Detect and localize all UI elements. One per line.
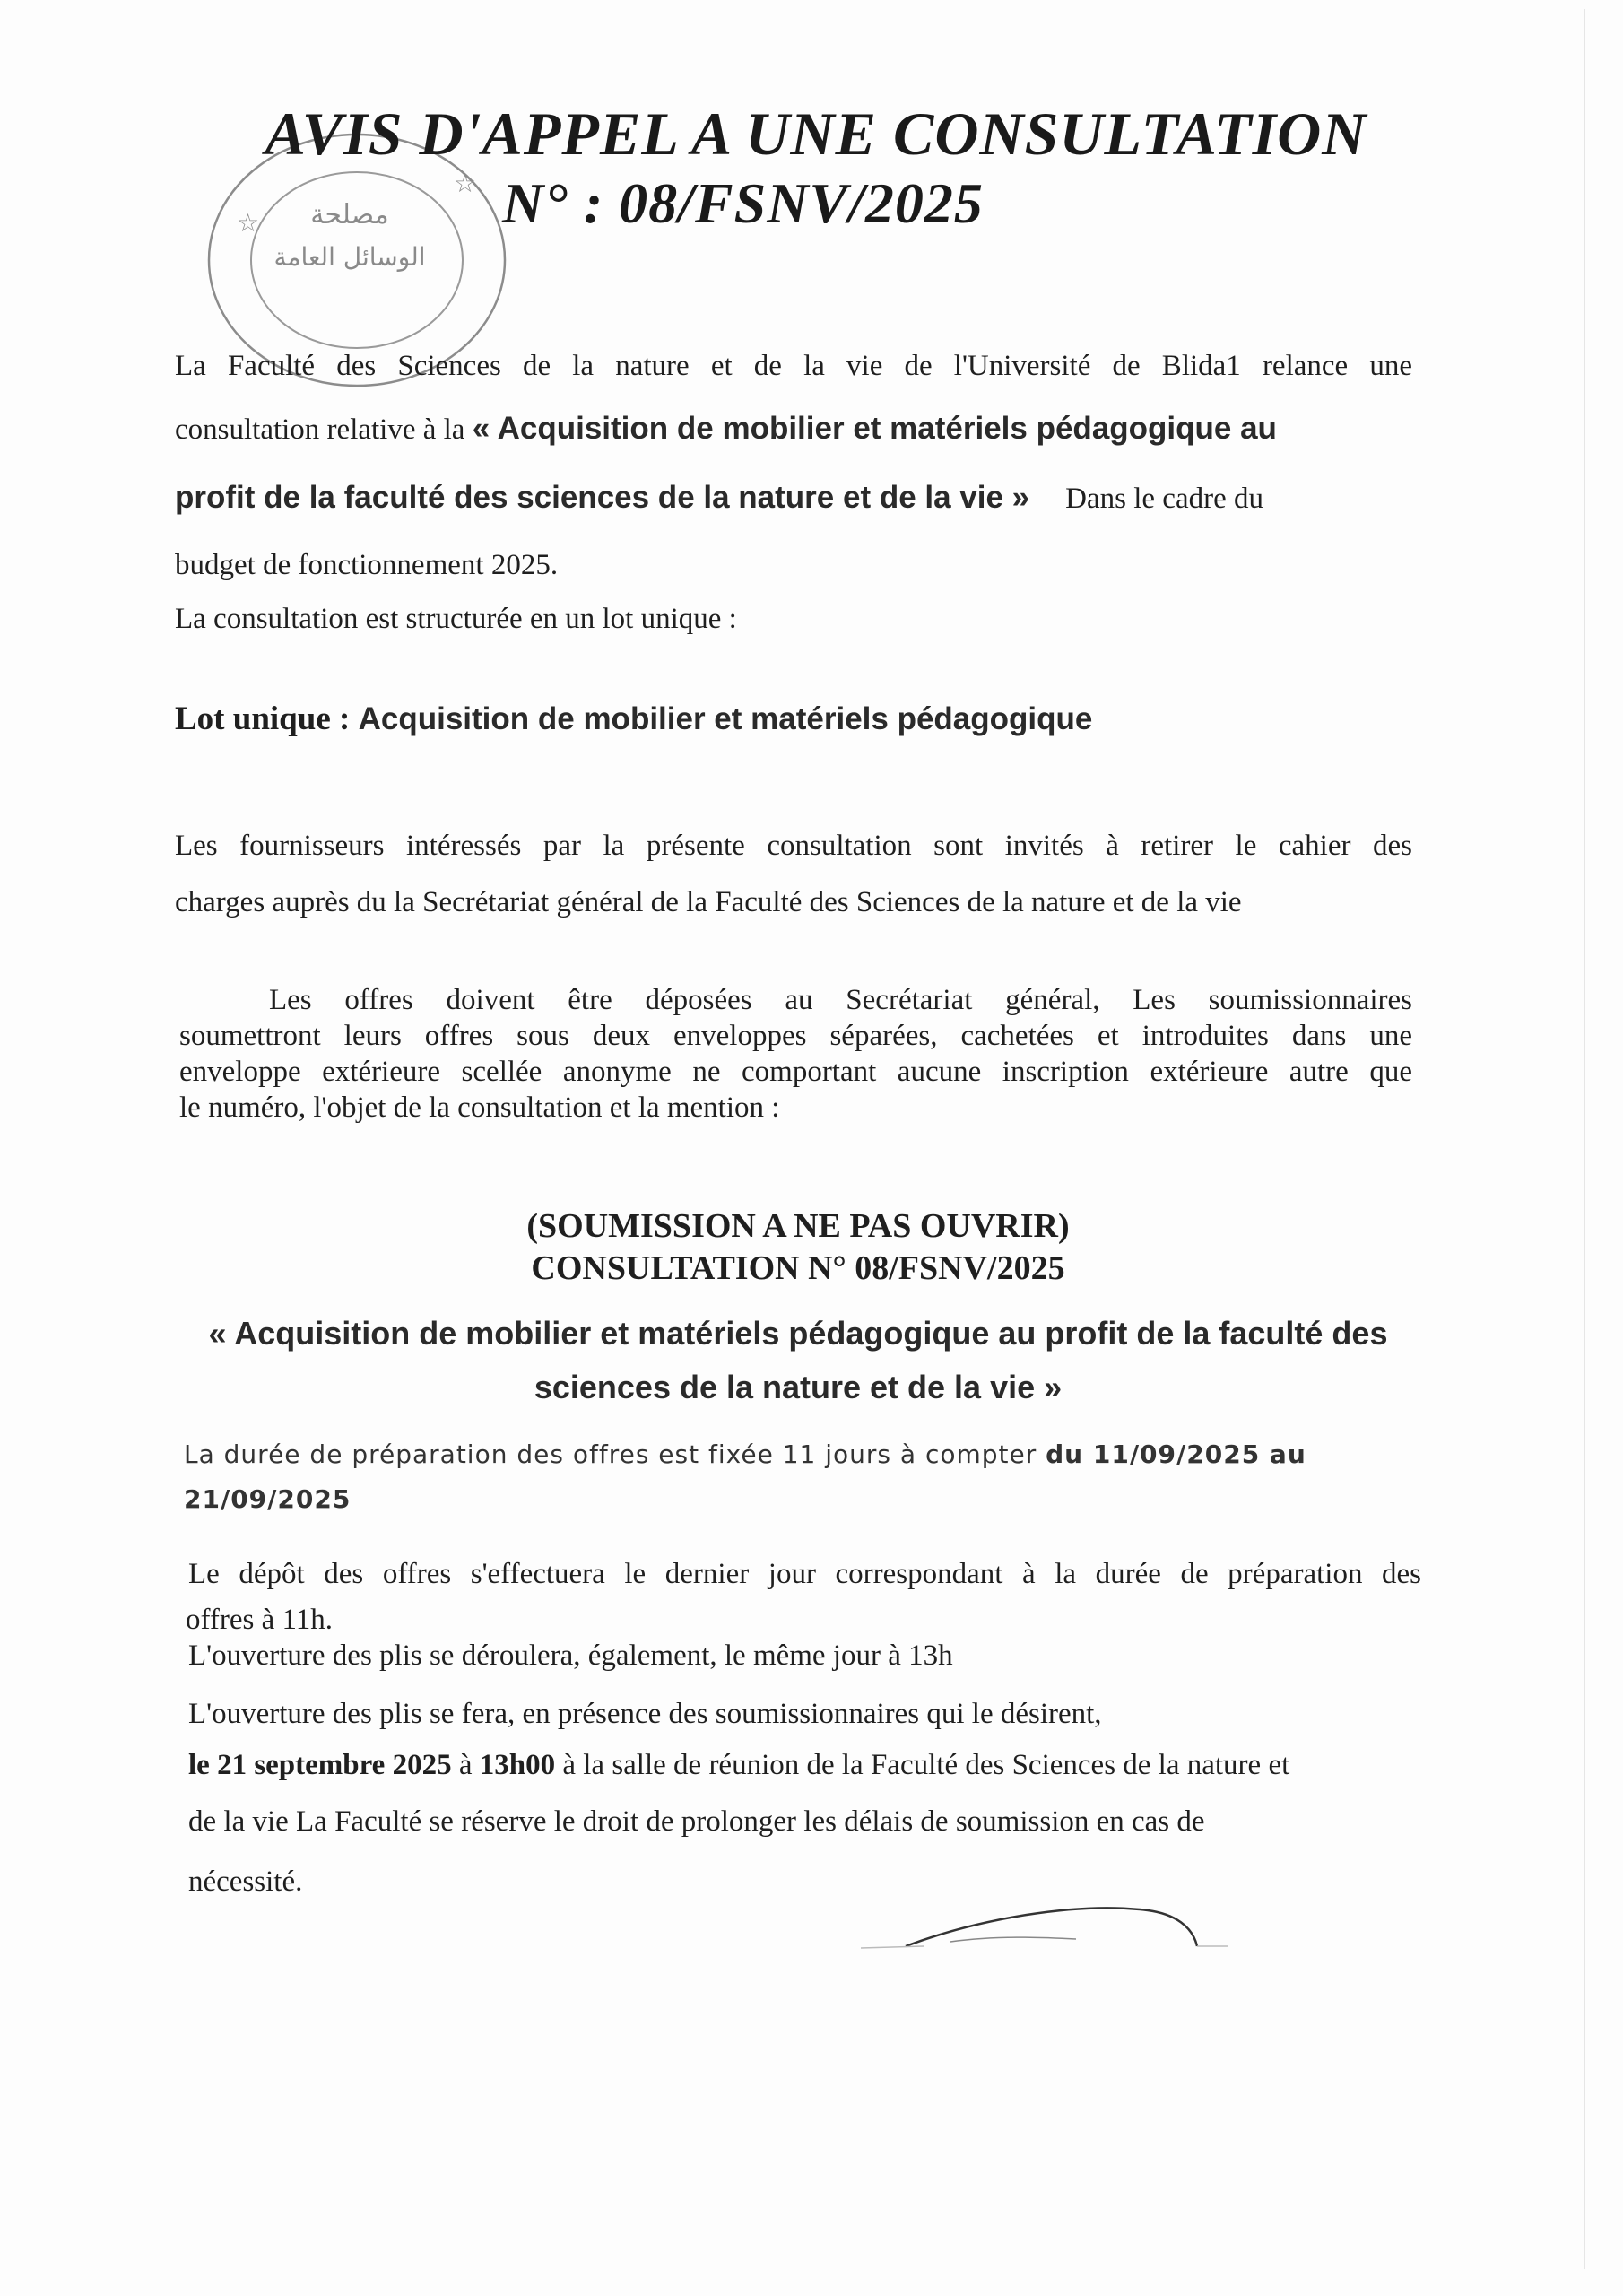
deposit-line-7: nécessité. [188,1866,303,1898]
deposit-line-3: L'ouverture des plis se déroulera, également, le même jour à 13h [188,1639,953,1672]
signature [843,1892,1237,1964]
document-number: N° : 08/FSNV/2025 [502,171,984,235]
offers-line-4: le numéro, l'objet de la consultation et la mention : [179,1091,780,1124]
document-title: AVIS D'APPEL A UNE CONSULTATION [265,100,1367,168]
mention-line-2: CONSULTATION N° 08/FSNV/2025 [531,1249,1065,1287]
offers-line-2: soumettront leurs offres sous deux enveloppes séparées, cachetées et introduites dans une [179,1020,1412,1052]
duration-text: La durée de préparation des offres est fixée 11 jours à compter [184,1439,1046,1469]
deposit-line-5 [188,1749,1426,1782]
svg-text:☆: ☆ [237,208,260,238]
intro-line-1: La Faculté des Sciences de la nature et de la vie de l'Université de Blida1 relance une [175,350,1412,382]
deposit-line-6: de la vie La Faculté se réserve le droit de prolonger les délais de soumission en cas de [188,1805,1205,1838]
deposit-line-2: offres à 11h. [186,1604,334,1636]
opening-place: à la salle de réunion de la Faculté des Sciences de la nature et [555,1749,1290,1781]
stamp-text-line-1: مصلحة [310,199,389,230]
intro-line-2 [175,411,1412,447]
intro-line-3 [175,480,1412,516]
suppliers-line-2: charges auprès du la Secrétariat général de la Faculté des Sciences de la nature et de la vie [175,886,1242,918]
svg-text:☆: ☆ [454,169,477,198]
deposit-line-1: Le dépôt des offres s'effectuera le dernier jour correspondant à la durée de préparation des [188,1558,1421,1590]
lot-label: Lot unique : [175,700,359,737]
duration-start-date: du 11/09/2025 [1046,1439,1261,1469]
lot-heading [175,700,1412,738]
duration-to: au [1260,1439,1306,1469]
intro-object: « Acquisition de mobilier et matériels pédagogique au [472,411,1277,446]
intro-text-cont: Dans le cadre du [1065,483,1263,515]
intro-text: consultation relative à la [175,413,473,446]
lot-text: Acquisition de mobilier et matériels pédagogique [358,701,1093,736]
offers-line-1: Les offres doivent être déposées au Secrétariat général, Les soumissionnaires [269,984,1412,1016]
mention-line-4: sciences de la nature et de la vie » [534,1369,1063,1405]
mention-line-1: (SOUMISSION A NE PAS OUVRIR) [526,1207,1070,1245]
duration-line-1 [184,1439,1412,1469]
mention-line-3: « Acquisition de mobilier et matériels pédagogique au profit de la faculté des [208,1315,1388,1352]
intro-line-4: budget de fonctionnement 2025. [175,549,559,581]
stamp-text-line-2: الوسائل العامة [273,242,426,272]
intro-object-cont: profit de la faculté des sciences de la nature et de la vie » [175,480,1030,515]
intro-line-5: La consultation est structurée en un lot unique : [175,603,737,635]
opening-at: à [451,1749,480,1781]
deposit-line-4: L'ouverture des plis se fera, en présence des soumissionnaires qui le désirent, [188,1698,1102,1730]
scan-edge [1584,9,1585,2269]
opening-date: le 21 septembre 2025 [188,1749,452,1781]
opening-time: 13h00 [479,1749,556,1781]
duration-end-date: 21/09/2025 [184,1484,352,1514]
suppliers-line-1: Les fournisseurs intéressés par la présente consultation sont invités à retirer le cahier des [175,830,1412,862]
offers-line-3: enveloppe extérieure scellée anonyme ne comportant aucune inscription extérieure autre que [179,1056,1412,1088]
